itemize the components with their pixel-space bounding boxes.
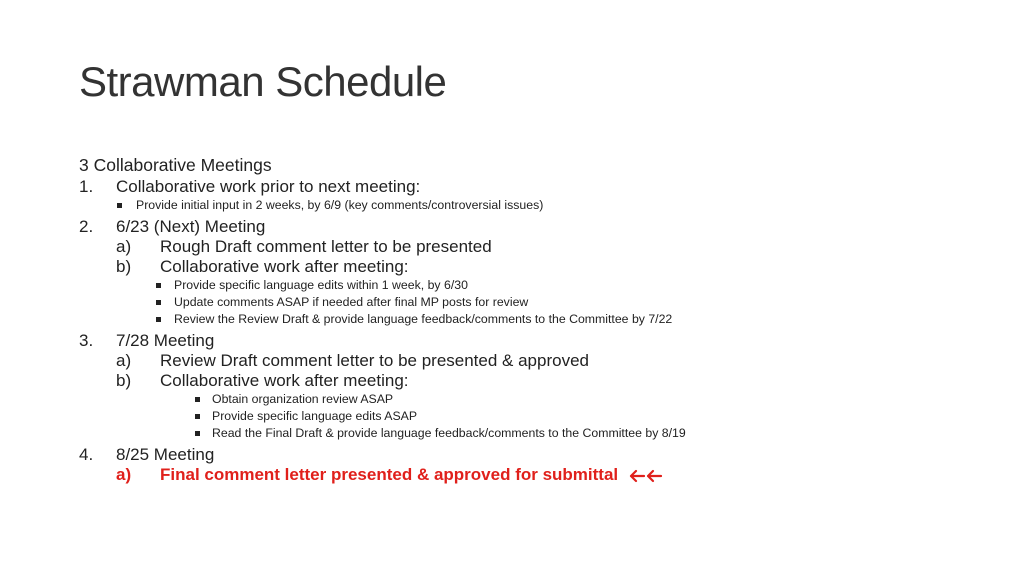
slide-title: Strawman Schedule xyxy=(79,58,447,105)
sub-item-label: a) xyxy=(116,465,132,484)
double-left-arrow-icon xyxy=(629,468,663,484)
sub-item-text: Collaborative work after meeting: xyxy=(160,257,409,276)
item-number: 1. xyxy=(79,177,94,196)
square-bullet-icon xyxy=(195,414,200,419)
item-number: 4. xyxy=(79,445,94,464)
list-item-4 xyxy=(79,445,999,465)
intro-heading xyxy=(79,153,999,177)
bullet-item xyxy=(79,197,999,214)
slide-body xyxy=(79,153,999,485)
bullet-text: Update comments ASAP if needed after final MP posts for review xyxy=(174,295,529,309)
bullet-text: Read the Final Draft & provide language feedback/comments to the Committee by 8/19 xyxy=(212,426,686,440)
bullet-item xyxy=(79,408,999,425)
sub-item xyxy=(79,257,999,277)
square-bullet-icon xyxy=(195,397,200,402)
bullet-item xyxy=(79,277,999,294)
bullet-item xyxy=(79,294,999,311)
sub-item-label: b) xyxy=(116,371,132,390)
list-item-2 xyxy=(79,217,999,237)
sub-item-label: a) xyxy=(116,351,132,370)
item-number: 3. xyxy=(79,331,94,350)
sub-item-text-wrapper xyxy=(160,465,663,485)
bullet-text: Provide specific language edits ASAP xyxy=(212,409,418,423)
highlighted-sub-item xyxy=(79,465,999,485)
item-text: Collaborative work prior to next meeting: xyxy=(116,177,421,196)
sub-item-text: Rough Draft comment letter to be presented xyxy=(160,237,492,256)
sub-item-text: Collaborative work after meeting: xyxy=(160,371,409,390)
sub-item-text: Review Draft comment letter to be presented & approved xyxy=(160,351,589,370)
item-text: 8/25 Meeting xyxy=(116,445,215,464)
sub-item-label: b) xyxy=(116,257,132,276)
list-item-1 xyxy=(79,177,999,197)
bullet-item xyxy=(79,425,999,442)
item-text: 7/28 Meeting xyxy=(116,331,215,350)
square-bullet-icon xyxy=(156,283,161,288)
bullet-text: Review the Review Draft & provide language feedback/comments to the Committee by 7/22 xyxy=(174,312,673,326)
bullet-text: Provide specific language edits within 1 week, by 6/30 xyxy=(174,278,468,292)
intro-text: 3 Collaborative Meetings xyxy=(79,155,272,175)
sub-item-label: a) xyxy=(116,237,132,256)
square-bullet-icon xyxy=(117,203,122,208)
item-text: 6/23 (Next) Meeting xyxy=(116,217,266,236)
bullet-item xyxy=(79,391,999,408)
item-number: 2. xyxy=(79,217,94,236)
sub-item-text: Final comment letter presented & approved for submittal xyxy=(160,465,619,484)
square-bullet-icon xyxy=(156,317,161,322)
square-bullet-icon xyxy=(195,431,200,436)
list-item-3 xyxy=(79,331,999,351)
bullet-text: Obtain organization review ASAP xyxy=(212,392,394,406)
sub-item xyxy=(79,351,999,371)
sub-item xyxy=(79,237,999,257)
bullet-text: Provide initial input in 2 weeks, by 6/9 (key comments/controversial issues) xyxy=(136,198,544,212)
sub-item xyxy=(79,371,999,391)
square-bullet-icon xyxy=(156,300,161,305)
bullet-item xyxy=(79,311,999,328)
